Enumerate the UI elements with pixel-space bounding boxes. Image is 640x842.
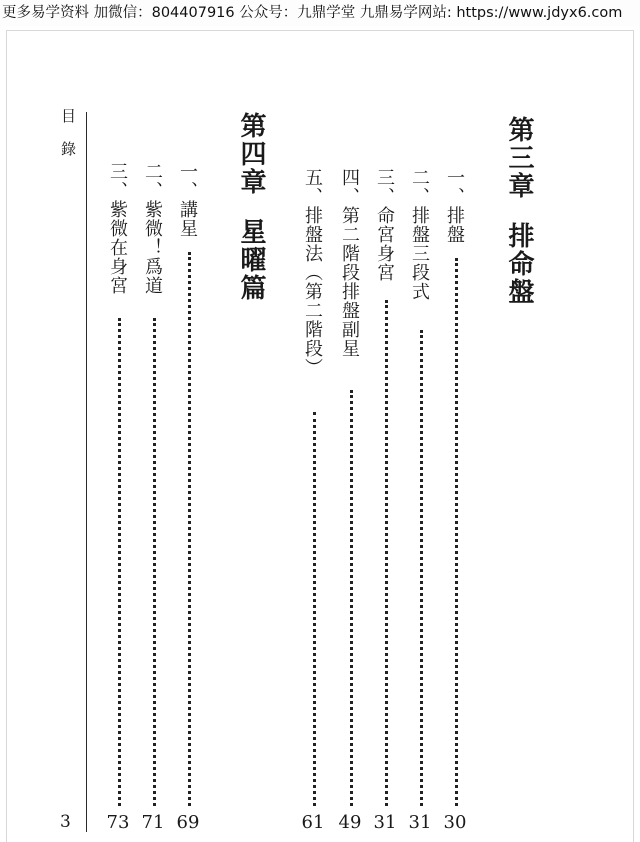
- chapter-4-label: 第四章: [236, 112, 266, 196]
- toc-page-3-5: 61: [301, 812, 325, 833]
- toc-page-3-1: 30: [443, 812, 467, 833]
- leader-dots: [153, 318, 156, 806]
- watermark-banner: 更多易学资料 加微信：804407916 公众号：九鼎学堂 九鼎易学网站: https://www.jdyx6.com: [0, 0, 640, 26]
- toc-page-4-2: 71: [141, 812, 165, 833]
- toc-entry-3-1[interactable]: 一、排盤: [444, 168, 465, 244]
- toc-entry-3-2[interactable]: 二、排盤三段式: [409, 168, 430, 301]
- page-number: 3: [60, 812, 71, 832]
- toc-entry-3-5[interactable]: 五、排盤法（第二階段）: [302, 168, 323, 377]
- toc-entry-3-4[interactable]: 四、第二階段排盤副星: [339, 168, 360, 358]
- section-label: 目錄: [59, 108, 77, 174]
- toc-page-3-4: 49: [338, 812, 362, 833]
- toc-page-4-1: 69: [176, 812, 200, 833]
- leader-dots: [313, 412, 316, 806]
- leader-dots: [118, 318, 121, 806]
- toc-entry-3-3[interactable]: 三、命宮身宮: [374, 168, 395, 282]
- toc-page-3-2: 31: [408, 812, 432, 833]
- margin-rule: [86, 112, 87, 832]
- chapter-3-label: 第三章: [504, 116, 534, 200]
- chapter-4-heading: [238, 112, 264, 302]
- leader-dots: [455, 258, 458, 806]
- chapter-3-title: 排命盤: [504, 222, 534, 306]
- chapter-3-heading: [506, 116, 532, 306]
- chapter-4-title: 星曜篇: [236, 218, 266, 302]
- leader-dots: [188, 252, 191, 806]
- book-page: [6, 30, 634, 842]
- toc-entry-4-3[interactable]: 三、紫微在身宮: [107, 162, 128, 295]
- toc-page-4-3: 73: [106, 812, 130, 833]
- leader-dots: [350, 390, 353, 806]
- leader-dots: [385, 300, 388, 806]
- toc-page-3-3: 31: [373, 812, 397, 833]
- toc-entry-4-1[interactable]: 一、講星: [177, 162, 198, 238]
- leader-dots: [420, 330, 423, 806]
- toc-entry-4-2[interactable]: 二、紫微！爲道: [142, 162, 163, 295]
